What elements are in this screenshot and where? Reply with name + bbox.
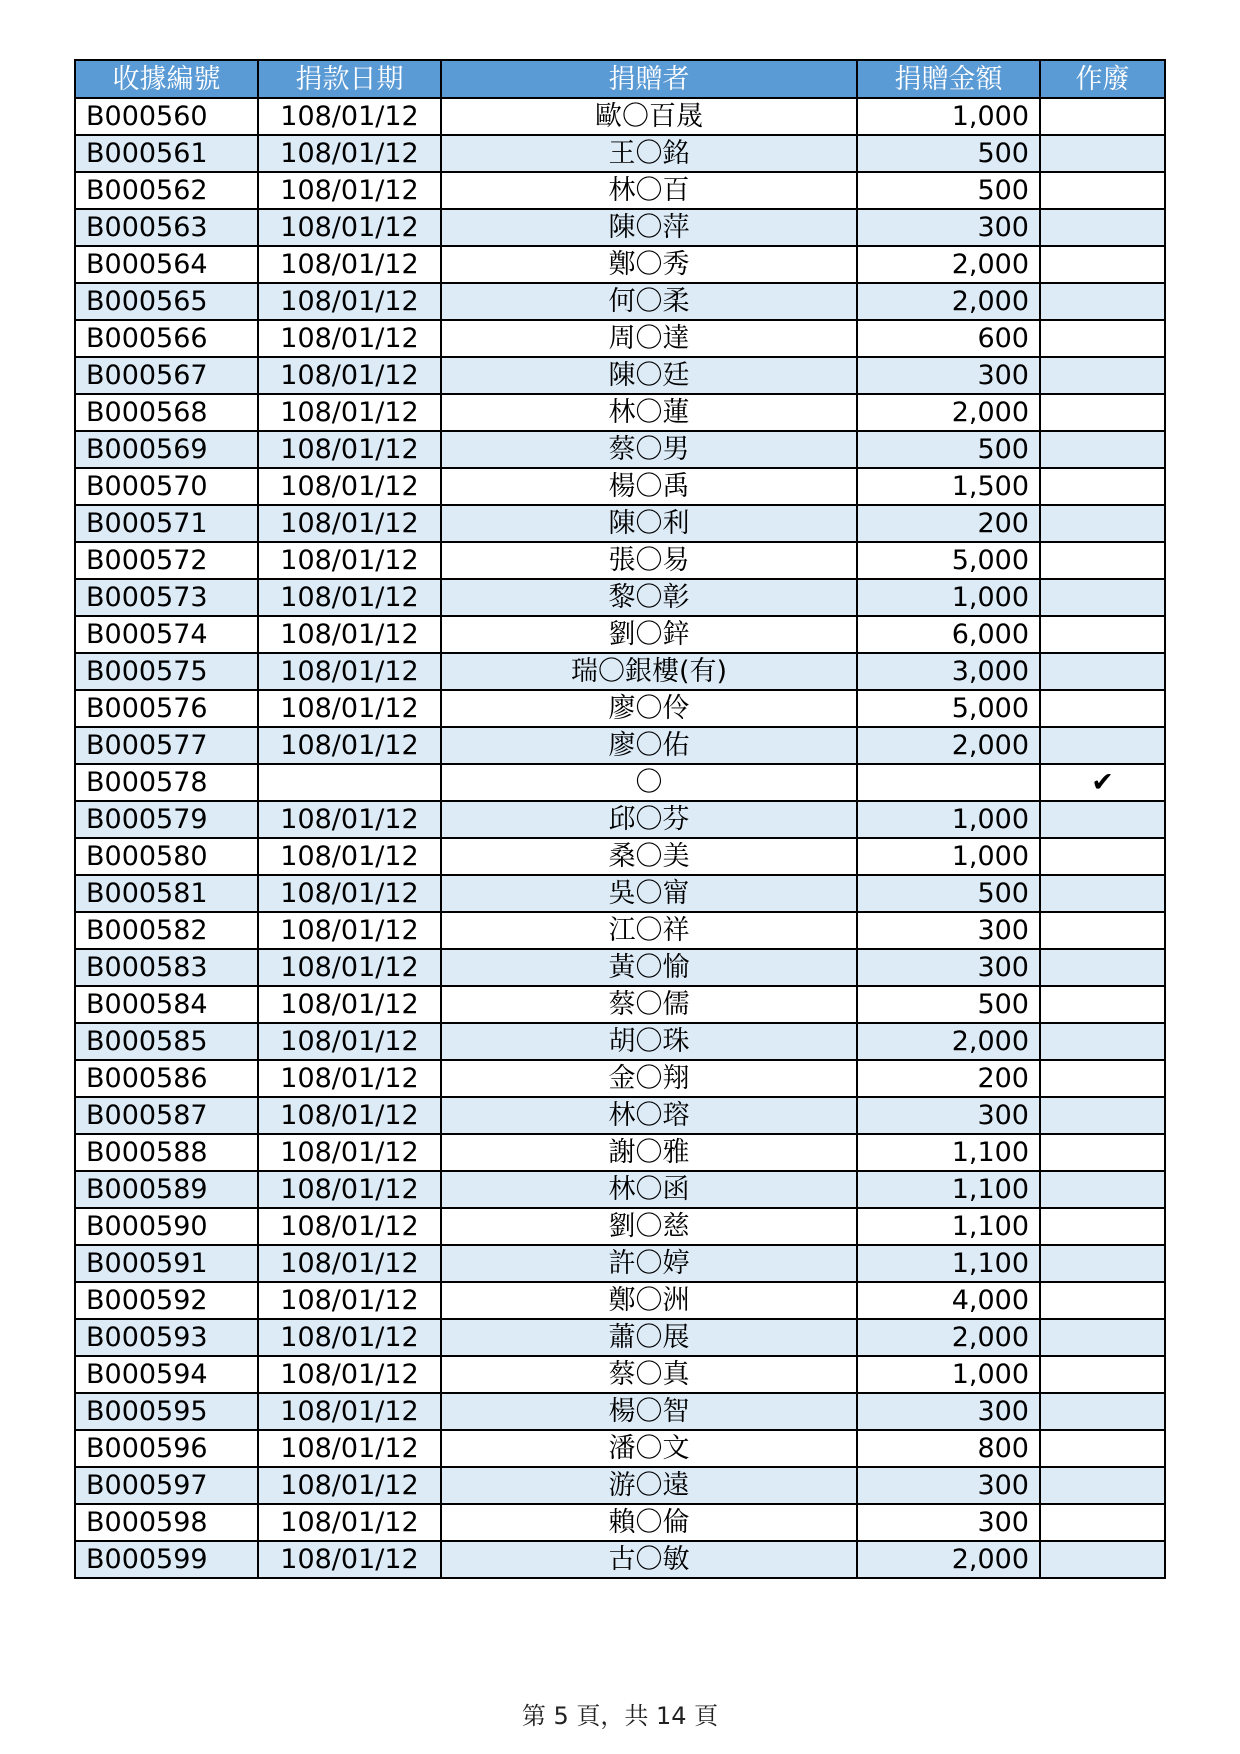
donation-date-cell: 108/01/12: [258, 690, 441, 727]
receipt-number-cell: B000593: [75, 1319, 258, 1356]
void-mark-cell: [1040, 135, 1165, 172]
void-mark-cell: [1040, 542, 1165, 579]
donation-amount-cell: 200: [857, 505, 1040, 542]
donation-amount-cell: 300: [857, 1393, 1040, 1430]
table-row: [75, 1060, 1165, 1097]
donation-date-cell: 108/01/12: [258, 1060, 441, 1097]
donation-amount-cell: 300: [857, 1097, 1040, 1134]
table-row: [75, 135, 1165, 172]
donation-amount-cell: 300: [857, 357, 1040, 394]
donation-amount-cell: 5,000: [857, 690, 1040, 727]
donor-name-cell: 廖〇伶: [441, 690, 857, 727]
donation-date-cell: 108/01/12: [258, 468, 441, 505]
void-mark-cell: [1040, 246, 1165, 283]
donor-name-cell: 邱〇芬: [441, 801, 857, 838]
receipt-number-cell: B000598: [75, 1504, 258, 1541]
donation-date-cell: 108/01/12: [258, 1393, 441, 1430]
table-row: [75, 246, 1165, 283]
donor-name-cell: 周〇達: [441, 320, 857, 357]
donation-amount-cell: 1,000: [857, 98, 1040, 135]
donation-date-cell: 108/01/12: [258, 1023, 441, 1060]
donor-name-cell: 林〇函: [441, 1171, 857, 1208]
donation-amount-cell: 500: [857, 135, 1040, 172]
receipt-number-cell: B000586: [75, 1060, 258, 1097]
donor-name-cell: 鄭〇洲: [441, 1282, 857, 1319]
donation-amount-cell: 2,000: [857, 394, 1040, 431]
donation-date-cell: 108/01/12: [258, 135, 441, 172]
donation-date-cell: 108/01/12: [258, 986, 441, 1023]
donor-name-cell: 林〇瑢: [441, 1097, 857, 1134]
donation-date-cell: 108/01/12: [258, 1245, 441, 1282]
donation-amount-cell: 2,000: [857, 1023, 1040, 1060]
donor-name-cell: 潘〇文: [441, 1430, 857, 1467]
void-mark-cell: [1040, 727, 1165, 764]
receipt-number-cell: B000585: [75, 1023, 258, 1060]
table-row: [75, 172, 1165, 209]
void-mark-cell: [1040, 1245, 1165, 1282]
table-row: [75, 986, 1165, 1023]
receipt-number-cell: B000576: [75, 690, 258, 727]
donor-name-cell: 鄭〇秀: [441, 246, 857, 283]
donation-date-cell: 108/01/12: [258, 1467, 441, 1504]
table-row: [75, 1541, 1165, 1578]
donor-name-cell: 劉〇鋅: [441, 616, 857, 653]
donor-name-cell: 〇: [441, 764, 857, 801]
donation-date-cell: 108/01/12: [258, 801, 441, 838]
receipt-number-cell: B000567: [75, 357, 258, 394]
void-mark-cell: [1040, 1023, 1165, 1060]
table-row: [75, 875, 1165, 912]
void-mark-cell: [1040, 801, 1165, 838]
receipt-number-cell: B000580: [75, 838, 258, 875]
donor-name-cell: 金〇翔: [441, 1060, 857, 1097]
table-row: [75, 394, 1165, 431]
donor-name-cell: 江〇祥: [441, 912, 857, 949]
donor-name-cell: 黃〇愉: [441, 949, 857, 986]
receipt-number-cell: B000591: [75, 1245, 258, 1282]
table-row: [75, 1430, 1165, 1467]
donor-name-cell: 林〇百: [441, 172, 857, 209]
void-mark-cell: [1040, 838, 1165, 875]
donor-name-cell: 楊〇禹: [441, 468, 857, 505]
void-mark-cell: [1040, 1541, 1165, 1578]
receipt-number-cell: B000599: [75, 1541, 258, 1578]
receipt-number-cell: B000565: [75, 283, 258, 320]
void-mark-cell: [1040, 505, 1165, 542]
donation-date-cell: 108/01/12: [258, 912, 441, 949]
receipt-number-cell: B000589: [75, 1171, 258, 1208]
donation-amount-cell: 1,100: [857, 1208, 1040, 1245]
donor-name-cell: 陳〇萍: [441, 209, 857, 246]
donor-name-cell: 蕭〇展: [441, 1319, 857, 1356]
donation-amount-cell: 300: [857, 949, 1040, 986]
table-row: [75, 431, 1165, 468]
receipt-number-cell: B000590: [75, 1208, 258, 1245]
donation-date-cell: 108/01/12: [258, 727, 441, 764]
receipt-number-cell: B000564: [75, 246, 258, 283]
receipt-number-cell: B000562: [75, 172, 258, 209]
table-row: [75, 653, 1165, 690]
void-mark-cell: [1040, 357, 1165, 394]
table-row: [75, 283, 1165, 320]
table-row: [75, 357, 1165, 394]
receipt-number-cell: B000592: [75, 1282, 258, 1319]
receipt-number-cell: B000581: [75, 875, 258, 912]
donation-date-cell: 108/01/12: [258, 949, 441, 986]
void-mark-cell: ✔: [1040, 764, 1165, 801]
donation-amount-cell: 3,000: [857, 653, 1040, 690]
void-mark-cell: [1040, 1393, 1165, 1430]
donation-date-cell: 108/01/12: [258, 542, 441, 579]
table-row: [75, 1171, 1165, 1208]
receipt-number-cell: B000583: [75, 949, 258, 986]
donation-amount-cell: 300: [857, 1504, 1040, 1541]
void-mark-cell: [1040, 1208, 1165, 1245]
void-mark-cell: [1040, 468, 1165, 505]
table-row: [75, 949, 1165, 986]
donation-date-cell: 108/01/12: [258, 357, 441, 394]
void-mark-cell: [1040, 1430, 1165, 1467]
donor-name-cell: 歐〇百晟: [441, 98, 857, 135]
receipt-number-cell: B000571: [75, 505, 258, 542]
table-row: [75, 1393, 1165, 1430]
void-mark-cell: [1040, 1504, 1165, 1541]
donation-amount-cell: 1,100: [857, 1245, 1040, 1282]
donation-date-cell: 108/01/12: [258, 1171, 441, 1208]
donor-name-cell: 謝〇雅: [441, 1134, 857, 1171]
donor-name-cell: 古〇敏: [441, 1541, 857, 1578]
table-row: [75, 209, 1165, 246]
void-mark-cell: [1040, 394, 1165, 431]
donation-date-cell: 108/01/12: [258, 616, 441, 653]
receipt-number-cell: B000579: [75, 801, 258, 838]
receipt-number-cell: B000594: [75, 1356, 258, 1393]
donor-name-cell: 陳〇利: [441, 505, 857, 542]
donation-amount-cell: 500: [857, 875, 1040, 912]
void-mark-cell: [1040, 209, 1165, 246]
receipt-number-cell: B000578: [75, 764, 258, 801]
donation-amount-cell: 500: [857, 431, 1040, 468]
receipt-number-cell: B000574: [75, 616, 258, 653]
receipt-number-cell: B000569: [75, 431, 258, 468]
donation-amount-cell: 2,000: [857, 727, 1040, 764]
donation-date-cell: 108/01/12: [258, 875, 441, 912]
donation-date-cell: 108/01/12: [258, 172, 441, 209]
table-row: [75, 1208, 1165, 1245]
donation-amount-cell: 1,000: [857, 801, 1040, 838]
donor-name-cell: 廖〇佑: [441, 727, 857, 764]
header-amount: 捐贈金額: [857, 60, 1040, 98]
receipt-number-cell: B000561: [75, 135, 258, 172]
donation-date-cell: 108/01/12: [258, 1319, 441, 1356]
header-receipt-no: 收據編號: [75, 60, 258, 98]
donation-date-cell: 108/01/12: [258, 1134, 441, 1171]
donation-date-cell: 108/01/12: [258, 1356, 441, 1393]
donor-name-cell: 賴〇倫: [441, 1504, 857, 1541]
donation-amount-cell: 200: [857, 1060, 1040, 1097]
donation-date-cell: 108/01/12: [258, 1097, 441, 1134]
void-mark-cell: [1040, 1319, 1165, 1356]
receipt-number-cell: B000577: [75, 727, 258, 764]
table-row: [75, 505, 1165, 542]
void-mark-cell: [1040, 320, 1165, 357]
table-row: [75, 1319, 1165, 1356]
void-mark-cell: [1040, 1134, 1165, 1171]
table-row: [75, 320, 1165, 357]
donation-amount-cell: 6,000: [857, 616, 1040, 653]
void-mark-cell: [1040, 431, 1165, 468]
void-mark-cell: [1040, 1467, 1165, 1504]
donor-name-cell: 許〇婷: [441, 1245, 857, 1282]
header-void: 作廢: [1040, 60, 1165, 98]
table-row: [75, 727, 1165, 764]
donor-name-cell: 游〇遠: [441, 1467, 857, 1504]
table-row: [75, 1467, 1165, 1504]
donor-name-cell: 胡〇珠: [441, 1023, 857, 1060]
table-row: [75, 1356, 1165, 1393]
donation-date-cell: 108/01/12: [258, 98, 441, 135]
donation-date-cell: 108/01/12: [258, 1541, 441, 1578]
void-mark-cell: [1040, 283, 1165, 320]
donor-name-cell: 瑞〇銀樓(有): [441, 653, 857, 690]
donation-date-cell: 108/01/12: [258, 431, 441, 468]
donor-name-cell: 楊〇智: [441, 1393, 857, 1430]
void-mark-cell: [1040, 949, 1165, 986]
table-row: [75, 1245, 1165, 1282]
void-mark-cell: [1040, 653, 1165, 690]
void-mark-cell: [1040, 1282, 1165, 1319]
donation-amount-cell: 500: [857, 172, 1040, 209]
donation-date-cell: 108/01/12: [258, 1430, 441, 1467]
receipt-number-cell: B000572: [75, 542, 258, 579]
table-body: [75, 98, 1165, 1578]
donor-name-cell: 林〇蓮: [441, 394, 857, 431]
table-row: [75, 912, 1165, 949]
table-row: [75, 542, 1165, 579]
void-mark-cell: [1040, 172, 1165, 209]
table-header: [75, 60, 1165, 98]
table-row: [75, 1504, 1165, 1541]
donation-amount-cell: 1,000: [857, 838, 1040, 875]
receipt-number-cell: B000575: [75, 653, 258, 690]
donation-date-cell: 108/01/12: [258, 653, 441, 690]
void-mark-cell: [1040, 1171, 1165, 1208]
header-donation-date: 捐款日期: [258, 60, 441, 98]
receipt-number-cell: B000573: [75, 579, 258, 616]
table-row: [75, 98, 1165, 135]
donor-name-cell: 黎〇彰: [441, 579, 857, 616]
table-row: [75, 1282, 1165, 1319]
donation-date-cell: 108/01/12: [258, 505, 441, 542]
donation-date-cell: [258, 764, 441, 801]
donation-amount-cell: 2,000: [857, 283, 1040, 320]
donation-date-cell: 108/01/12: [258, 209, 441, 246]
donor-name-cell: 王〇銘: [441, 135, 857, 172]
receipt-number-cell: B000570: [75, 468, 258, 505]
donation-date-cell: 108/01/12: [258, 1208, 441, 1245]
void-mark-cell: [1040, 1060, 1165, 1097]
receipt-number-cell: B000596: [75, 1430, 258, 1467]
donor-name-cell: 陳〇廷: [441, 357, 857, 394]
receipt-number-cell: B000560: [75, 98, 258, 135]
table-row: [75, 690, 1165, 727]
donation-date-cell: 108/01/12: [258, 320, 441, 357]
donation-amount-cell: 4,000: [857, 1282, 1040, 1319]
receipt-number-cell: B000582: [75, 912, 258, 949]
table-row: [75, 801, 1165, 838]
donor-name-cell: 蔡〇男: [441, 431, 857, 468]
void-mark-cell: [1040, 1097, 1165, 1134]
void-mark-cell: [1040, 98, 1165, 135]
donation-amount-cell: 300: [857, 1467, 1040, 1504]
receipt-number-cell: B000584: [75, 986, 258, 1023]
donation-date-cell: 108/01/12: [258, 838, 441, 875]
donation-amount-cell: 2,000: [857, 1319, 1040, 1356]
donor-name-cell: 何〇柔: [441, 283, 857, 320]
donation-date-cell: 108/01/12: [258, 394, 441, 431]
donor-name-cell: 吳〇甯: [441, 875, 857, 912]
receipt-number-cell: B000566: [75, 320, 258, 357]
table-row: [75, 1097, 1165, 1134]
donation-amount-cell: 800: [857, 1430, 1040, 1467]
donation-amount-cell: 300: [857, 209, 1040, 246]
void-mark-cell: [1040, 1356, 1165, 1393]
table-row: [75, 616, 1165, 653]
donation-amount-cell: 2,000: [857, 246, 1040, 283]
void-mark-cell: [1040, 690, 1165, 727]
donor-name-cell: 桑〇美: [441, 838, 857, 875]
header-row: [75, 60, 1165, 98]
page-footer: 第 5 頁，共 14 頁: [521, 1702, 719, 1730]
donation-amount-cell: 1,100: [857, 1134, 1040, 1171]
donation-amount-cell: 1,000: [857, 1356, 1040, 1393]
void-mark-cell: [1040, 875, 1165, 912]
donation-date-cell: 108/01/12: [258, 579, 441, 616]
donor-name-cell: 蔡〇儒: [441, 986, 857, 1023]
receipt-number-cell: B000563: [75, 209, 258, 246]
receipt-number-cell: B000587: [75, 1097, 258, 1134]
table-row: [75, 1134, 1165, 1171]
donation-date-cell: 108/01/12: [258, 1504, 441, 1541]
donation-amount-cell: 1,500: [857, 468, 1040, 505]
donation-amount-cell: 500: [857, 986, 1040, 1023]
receipt-number-cell: B000595: [75, 1393, 258, 1430]
table-row: [75, 838, 1165, 875]
table-row: [75, 764, 1165, 801]
donation-receipt-table: [74, 59, 1166, 1579]
table-row: [75, 579, 1165, 616]
table-row: [75, 1023, 1165, 1060]
receipt-number-cell: B000588: [75, 1134, 258, 1171]
donor-name-cell: 張〇易: [441, 542, 857, 579]
donation-amount-cell: 1,100: [857, 1171, 1040, 1208]
void-mark-cell: [1040, 912, 1165, 949]
table-row: [75, 468, 1165, 505]
donation-date-cell: 108/01/12: [258, 283, 441, 320]
void-mark-cell: [1040, 986, 1165, 1023]
receipt-number-cell: B000568: [75, 394, 258, 431]
donor-name-cell: 劉〇慈: [441, 1208, 857, 1245]
donor-name-cell: 蔡〇真: [441, 1356, 857, 1393]
donation-date-cell: 108/01/12: [258, 246, 441, 283]
donation-amount-cell: 1,000: [857, 579, 1040, 616]
donation-amount-cell: 300: [857, 912, 1040, 949]
donation-amount-cell: 5,000: [857, 542, 1040, 579]
donation-amount-cell: [857, 764, 1040, 801]
header-donor: 捐贈者: [441, 60, 857, 98]
void-mark-cell: [1040, 579, 1165, 616]
donation-amount-cell: 600: [857, 320, 1040, 357]
donation-amount-cell: 2,000: [857, 1541, 1040, 1578]
void-mark-cell: [1040, 616, 1165, 653]
donation-date-cell: 108/01/12: [258, 1282, 441, 1319]
receipt-number-cell: B000597: [75, 1467, 258, 1504]
